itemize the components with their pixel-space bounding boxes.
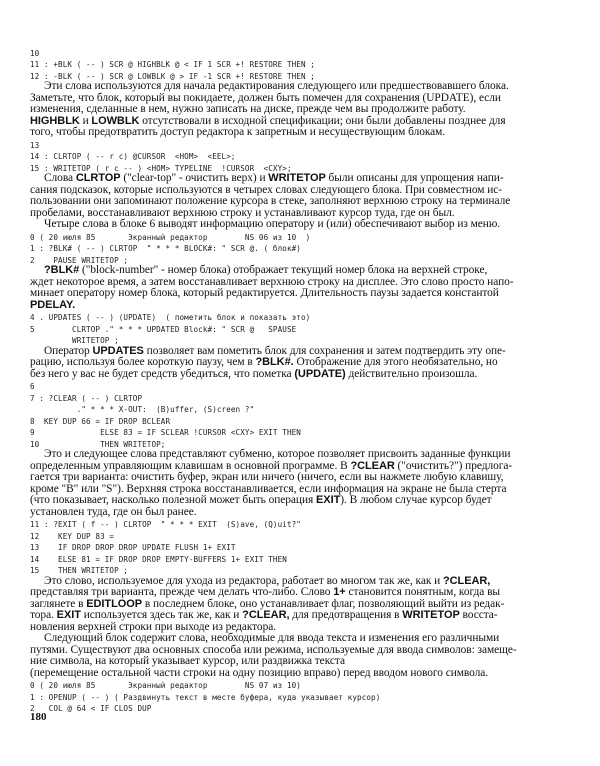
text-run: рацию, используя более короткую паузу, чем в <box>30 356 256 369</box>
bold-term: HIGHBLK <box>30 114 80 127</box>
text-run: установлен туда, где он был ранее. <box>30 505 197 518</box>
text-line <box>30 471 592 483</box>
text-run: ("очистить?") предлога- <box>394 459 513 472</box>
text-line <box>44 448 592 460</box>
code-line: 12 : -BLK ( -- ) SCR @ LOWBLK @ > IF -1 SCR +! RESTORE THEN ; <box>30 71 315 81</box>
bold-term: WRITETOP <box>402 609 460 622</box>
bold-term: PDELAY. <box>30 298 76 311</box>
code-line: 10 <box>30 49 40 58</box>
text-line <box>44 632 592 644</box>
text-run: новления верхней строки при выходе из редактора. <box>30 620 277 633</box>
text-line <box>30 609 592 621</box>
bold-term: EXIT <box>56 609 81 622</box>
text-run: Заметьте, что блок, который вы покидаете, должен быть помечен для сохранения (UPDATE), если <box>30 91 501 104</box>
text-line <box>30 115 592 127</box>
code-line: 14 ELSE 81 = IF DROP DROP EMPTY-BUFFERS 1+ EXIT THEN <box>30 554 287 564</box>
text-run: Слова <box>44 172 76 185</box>
text-run: ние символа, на который указывает курсор, или раздвижка текста <box>30 655 345 668</box>
text-line <box>44 575 592 587</box>
text-run: путями. Существуют два основных способа или режима, используемые для ввода символов: замеще- <box>30 643 517 656</box>
bold-term: ?BLK# <box>44 264 80 277</box>
text-run: заглянете в <box>30 597 87 610</box>
text-run: для предотвращения в <box>289 609 403 622</box>
bold-term: ?CLEAR, <box>242 609 290 622</box>
text-line <box>30 483 592 495</box>
code-line: 13 IF DROP DROP DROP UPDATE FLUSH 1+ EXIT <box>30 543 236 553</box>
text-line <box>30 506 592 518</box>
text-line <box>30 287 592 299</box>
code-line: 14 : CLRTOP ( -- r c) @CURSOR <HOM> <EEL>; <box>30 152 236 162</box>
text-line <box>30 276 592 288</box>
text-line <box>30 494 592 506</box>
text-run: минает оператору номер блока, который редактируется. Длительность паузы задается константой <box>30 287 499 300</box>
text-line <box>30 644 592 656</box>
text-line <box>30 103 592 115</box>
text-line <box>44 264 592 276</box>
text-run: действительно произошла. <box>345 367 478 380</box>
text-run: изменения, сделанные в нем, нужно записать на диске, прежде чем вы продолжите работу. <box>30 103 466 116</box>
bold-term: ?BLK#. <box>255 356 294 369</box>
code-line: 6 <box>30 382 35 392</box>
text-run: определенным управляющим клавишам в основной программе. В <box>30 459 351 472</box>
text-run: и <box>79 114 92 127</box>
code-line: 1 : OPENUP ( -- ) ( Раздвинуть текст в месте буфера, куда указывает курсор) <box>30 692 381 702</box>
text-run: были описаны для упрощения напи- <box>325 172 504 185</box>
text-line <box>30 195 592 207</box>
code-line: 11 : +BLK ( -- ) SCR @ HIGHBLK @ < IF 1 SCR +! RESTORE THEN ; <box>30 60 315 70</box>
text-run: ("clear-top" - очистить верх) и <box>120 172 269 185</box>
text-line <box>44 218 592 230</box>
text-line <box>44 345 592 357</box>
text-run: (что показывает, насколько полезной может быть операция <box>30 494 317 507</box>
page-number: 180 <box>30 711 47 723</box>
code-line: 11 : ?EXIT ( f -- ) CLRTOP " * * * EXIT (S)ave, (Q)uit?" <box>30 520 301 530</box>
code-line: 2 PAUSE WRITETOP ; <box>30 255 129 265</box>
text-run: сания подсказок, которые используются в четырех словах следующего блока. При совместном ис- <box>30 183 502 196</box>
text-run: Следующий блок содержит слова, необходимые для ввода текста и изменения его различными <box>44 632 500 645</box>
text-run: Четыре слова в блоке 6 выводят информацию оператору и (или) обеспечивают выбор из меню. <box>44 218 501 231</box>
bold-term: ?CLEAR <box>350 459 395 472</box>
text-run: без него у вас не будет средств убедиться, что пометка <box>30 367 295 380</box>
bold-term: ?CLEAR, <box>442 574 491 587</box>
text-run: Это слово, используемое для ухода из редактора, работает во многом так же, как и <box>44 574 443 587</box>
text-run: гается три варианта: очистить буфер, экран или ничего (ничего, если вы нажмете любую клавишу, <box>30 471 504 484</box>
text-line <box>30 92 592 104</box>
text-run: представляя три варианта, прежде чем делать что-либо. Слово <box>30 586 334 599</box>
text-run: ждет некоторое время, а затем восстанавливает верхнюю строку на дисплее. Это слово просто напо- <box>30 275 514 288</box>
text-run: восста- <box>459 609 498 622</box>
text-line <box>30 207 592 219</box>
code-line: 1 : ?BLK# ( -- ) CLRTOP " * * * BLOCK#: " SCR @. ( блок#) <box>30 244 301 254</box>
text-line <box>30 667 592 679</box>
text-run: становится понятным, когда вы <box>345 586 501 599</box>
code-line: 5 CLRTOP ." * * * UPDATED Block#: " SCR @ SPAUSE <box>30 324 297 334</box>
code-line: 13 <box>30 140 40 150</box>
text-run: Это и следующее слова представляют субменю, которое позволяет присвоить заданные функции <box>44 448 511 461</box>
bold-term: LOWBLK <box>91 114 140 127</box>
code-line: 7 : ?CLEAR ( -- ) CLRTOP <box>30 393 143 403</box>
bold-term: CLRTOP <box>75 172 121 185</box>
bold-term: WRITETOP <box>268 172 326 185</box>
text-run: в последнем блоке, оно устанавливает флаг, позволяющий выйти из редак- <box>142 597 505 610</box>
text-line <box>30 368 592 380</box>
code-line: 15 : WRITETOP ( r c -- ) <HOM> TYPELINE !CURSOR <CXY>; <box>30 163 292 173</box>
code-line: 9 ELSE 83 = IF SCLEAR !CURSOR <CXY> EXIT THEN <box>30 428 301 438</box>
code-line: 0 ( 20 июля 85 Экранный редактор NS 07 из 10) <box>30 681 301 691</box>
text-run: используется здесь так же, как и <box>80 609 243 622</box>
bold-term: UPDATES <box>92 344 144 357</box>
text-line <box>30 126 592 138</box>
code-line: 4 . UPDATES ( -- ) (UPDATE) ( пометить блок и показать это) <box>30 313 311 323</box>
text-run: кроме "B" или "S"). Верхняя строка восстанавливается, если информация на экране не была стерта <box>30 482 507 495</box>
text-line <box>30 356 592 368</box>
text-line <box>30 598 592 610</box>
text-run: тора. <box>30 609 57 622</box>
bold-term: EXIT <box>316 494 341 507</box>
code-line: 2 COL @ 64 < IF CLOS DUP <box>30 704 152 713</box>
code-line: 10 THEN WRITETOP; <box>30 439 166 449</box>
text-line <box>30 655 592 667</box>
code-line: 0 ( 20 июля 85 Экранный редактор NS 06 из 10 ) <box>30 232 311 242</box>
text-line <box>30 460 592 472</box>
text-run: пользовании они запоминают положение курсора в стеке, заполняют верхнюю строку на терминале <box>30 195 511 208</box>
text-line <box>30 184 592 196</box>
text-run: Эти слова используются для начала редактирования следующего или предшествовавшего блока. <box>44 80 509 93</box>
text-line <box>30 299 592 311</box>
text-run: Оператор <box>44 344 93 357</box>
text-run: отсутствовали в исходной спецификации; они были добавлены позднее для <box>139 114 506 127</box>
text-run: позволяет вам пометить блок для сохранения и затем подтвердить эту опе- <box>143 344 506 357</box>
bold-term: EDITLOOP <box>86 597 143 610</box>
text-line <box>44 80 592 92</box>
text-line <box>30 586 592 598</box>
text-run: Отображение для этого необязательно, но <box>293 356 498 369</box>
code-line: 12 KEY DUP 83 = <box>30 531 115 541</box>
code-line: ." * * * X-OUT: (B)uffer, (S)creen ?" <box>30 405 255 415</box>
text-run: ). В любом случае курсор будет <box>340 494 492 507</box>
text-run: того, чтобы предотвратить доступ редактора к запретным и несуществующим блокам. <box>30 126 446 139</box>
code-line: 8 KEY DUP 66 = IF DROP BCLEAR <box>30 416 171 426</box>
bold-term: (UPDATE) <box>294 367 346 380</box>
code-line: WRITETOP ; <box>30 336 119 346</box>
text-run: пробелами, восстанавливают верхнюю строку и устанавливают курсор туда, где он был. <box>30 206 455 219</box>
code-line: 15 THEN WRITETOP ; <box>30 566 129 576</box>
text-line <box>30 621 592 633</box>
text-line <box>44 172 592 184</box>
text-run: (перемещение остальной части строки на одну позицию вправо) перед вводом нового символа. <box>30 666 489 679</box>
text-run: ("block-number" - номер блока) отображает текущий номер блока на верхней строке, <box>79 264 488 277</box>
bold-term: 1+ <box>333 586 346 599</box>
